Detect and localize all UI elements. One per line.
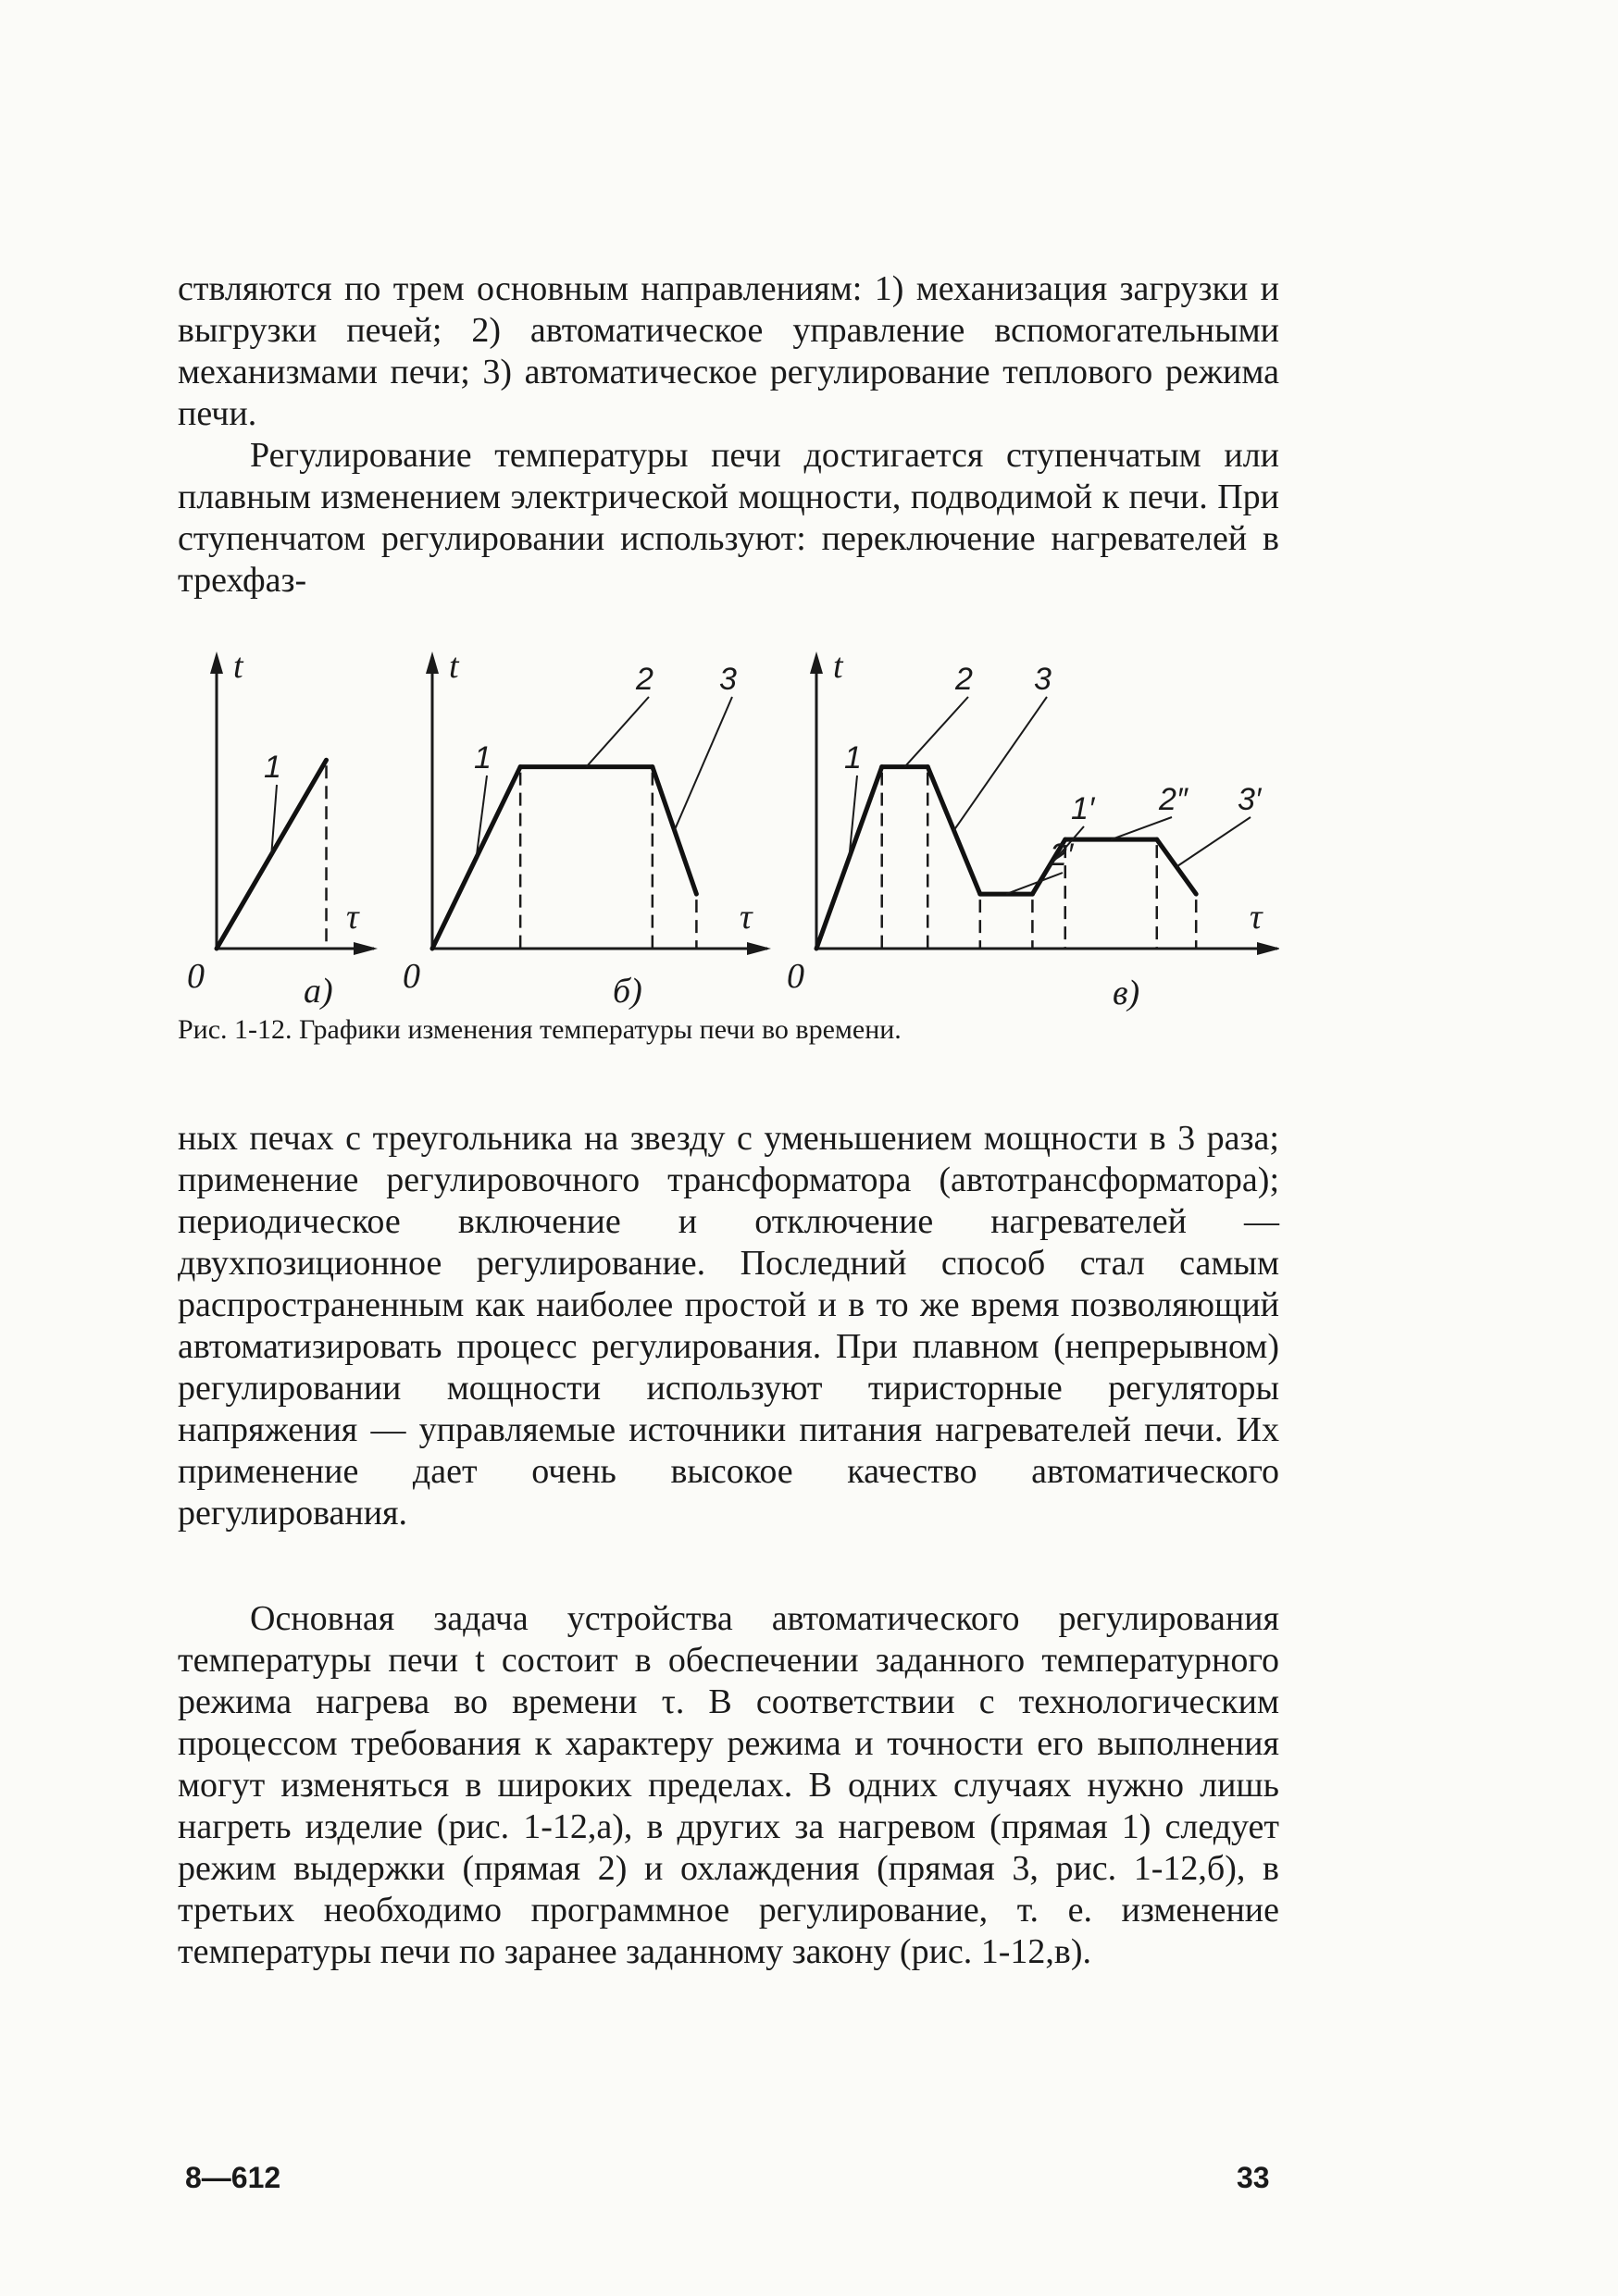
x-axis-arrow-icon <box>1257 942 1279 955</box>
graph-panel-2 <box>403 647 771 1011</box>
page-number: 33 <box>1237 2161 1270 2194</box>
origin-label: 0 <box>403 957 420 996</box>
y-axis-arrow-icon <box>810 652 823 674</box>
origin-label: 0 <box>187 957 205 996</box>
curve-segment-7 <box>1157 839 1196 894</box>
figure-caption: Рис. 1-12. Графики изменения температуры печи во времени. <box>178 1014 902 1045</box>
y-axis-arrow-icon <box>426 652 439 674</box>
x-axis-arrow-icon <box>747 942 771 955</box>
segment-number-label: 2 <box>955 662 973 697</box>
segment-number-label: 1 <box>264 750 281 785</box>
paragraph-4-block <box>178 1598 1279 1973</box>
x-axis-arrow-icon <box>354 942 378 955</box>
segment-number-label: 2′ <box>1050 838 1074 873</box>
signature-mark: 8—612 <box>185 2161 281 2194</box>
paragraph-3: ных печах с треугольника на звезду с уменьшением мощности в 3 раза; применение регулировочного трансформатора (автотрансформатора); периодическое включение и отключение нагревателей — двухпозиционное регулирование. Последний способ стал самым распространенным как наиболее простой и в то же время позволяющий автоматизировать процесс регулирования. При плавном (непрерывном) регулировании мощности используют тиристорные регуляторы напряжения — управляемые источники питания нагревателей печи. Их применение дает очень высокое качество автоматического регулирования. <box>178 1119 1279 1533</box>
x-axis-label: τ <box>1250 898 1263 937</box>
leader-line <box>675 697 732 830</box>
paragraph-3-block <box>178 1118 1279 1534</box>
paragraph-2: Регулирование температуры печи достигается ступенчатым или плавным изменением электрической мощности, подводимой к печи. При ступенчатом регулировании используют: переключение нагревателей в трехфаз- <box>178 436 1279 600</box>
segment-number-label: 1 <box>474 740 492 776</box>
paragraph-1: ствляются по трем основным направлениям: 1) механизация загрузки и выгрузки печей; 2) автоматическое управление вспомогательными механизмами печи; 3) автоматическое регулирование теплового режима печи. <box>178 269 1279 433</box>
y-axis-label: t <box>449 647 459 686</box>
graph-panel-3 <box>787 647 1279 1012</box>
y-axis-label: t <box>833 647 843 686</box>
leader-line <box>586 697 649 767</box>
graph-panel-1 <box>187 647 378 1011</box>
leader-line <box>1111 817 1172 839</box>
curve-segment-3 <box>653 767 697 895</box>
leader-line <box>1176 817 1251 867</box>
origin-label: 0 <box>787 957 804 996</box>
leader-line <box>954 697 1047 830</box>
y-axis-arrow-icon <box>210 652 223 674</box>
segment-number-label: 3′ <box>1238 782 1262 817</box>
segment-number-label: 2″ <box>1159 782 1188 817</box>
x-axis-label: τ <box>346 898 359 937</box>
segment-number-label: 1 <box>844 740 862 776</box>
figure-1-12 <box>178 347 1279 1045</box>
panel-label: в) <box>1113 974 1140 1012</box>
segment-number-label: 2 <box>636 662 653 697</box>
leader-line <box>904 697 968 767</box>
panel-label: а) <box>304 972 333 1011</box>
panel-label: б) <box>613 972 642 1011</box>
segment-number-label: 1′ <box>1071 791 1095 826</box>
segment-number-label: 3 <box>719 662 737 697</box>
x-axis-label: τ <box>740 898 753 937</box>
paragraph-4: Основная задача устройства автоматического регулирования температуры печи t состоит в обеспечении заданного температурного режима нагрева во времени τ. В соответствии с технологическим процессом требования к характеру режима и точности его выполнения могут изменяться в широких пределах. В одних случаях нужно лишь нагреть изделие (рис. 1-12,а), в других за нагревом (прямая 1) следует режим выдержки (прямая 2) и охлаждения (прямая 3, рис. 1-12,б), в третьих необходимо программное регулирование, т. е. изменение температуры печи по заранее заданному закону (рис. 1-12,в). <box>178 1599 1279 1971</box>
segment-number-label: 3 <box>1034 662 1052 697</box>
figure-graphs <box>178 347 1279 1013</box>
y-axis-label: t <box>233 647 243 686</box>
